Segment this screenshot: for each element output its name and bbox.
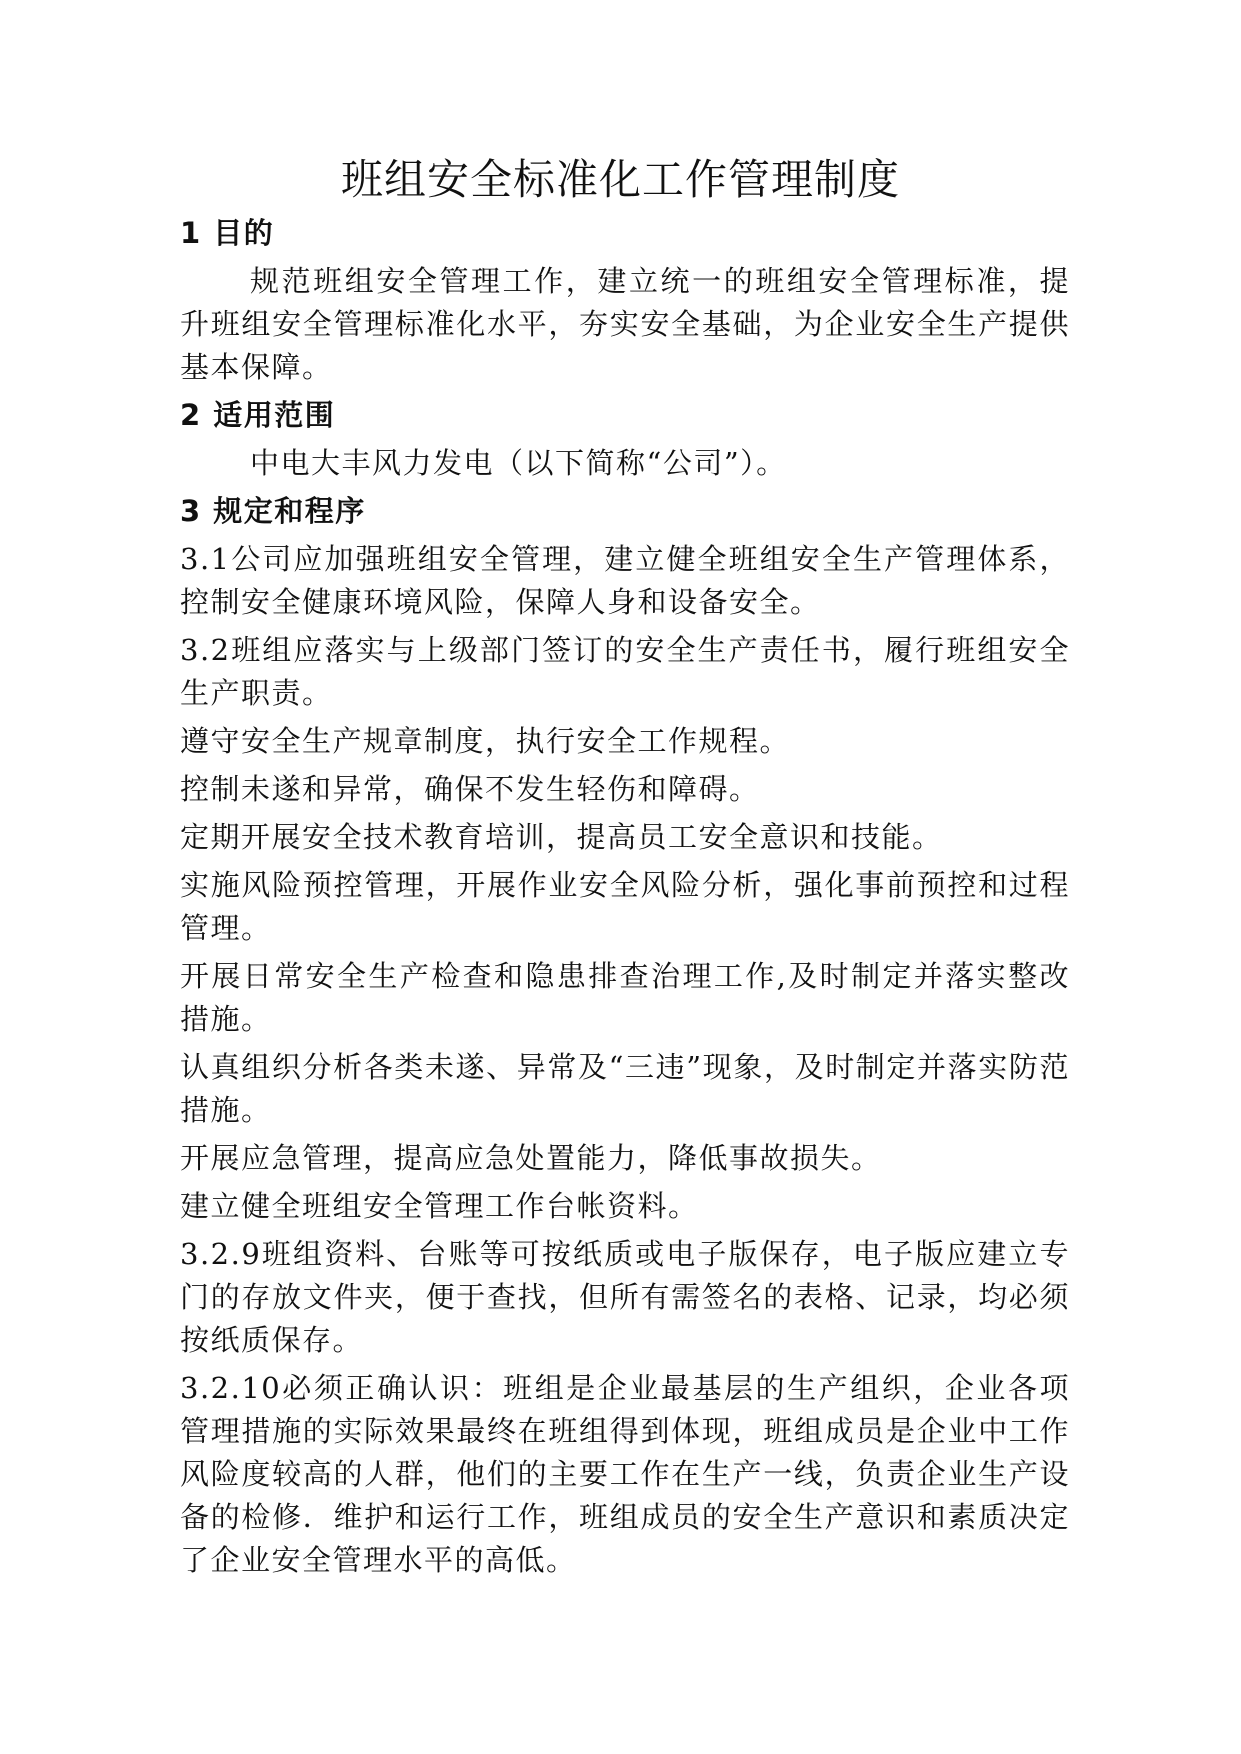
paragraph-3-1: 3.1公司应加强班组安全管理，建立健全班组安全生产管理体系，控制安全健康环境风险，保障人身和设备安全。: [180, 542, 1070, 619]
paragraph-3-2-10: 3.2.10必须正确认识：班组是企业最基层的生产组织，企业各项管理措施的实际效果最终在班组得到体现，班组成员是企业中工作风险度较高的人群，他们的主要工作在生产一线，负责企业生产设备的检修．维护和运行工作，班组成员的安全生产意识和素质决定了企业安全管理水平的高低。: [180, 1371, 1070, 1577]
document-title: 班组安全标准化工作管理制度: [340, 155, 900, 204]
section-heading-procedures: 3 规定和程序: [180, 494, 366, 528]
paragraph-purpose: 规范班组安全管理工作，建立统一的班组安全管理标准，提升班组安全管理标准化水平，夯实安全基础，为企业安全生产提供基本保障。: [180, 264, 1070, 384]
paragraph-3-2-9: 3.2.9班组资料、台账等可按纸质或电子版保存，电子版应建立专门的存放文件夹，便于查找，但所有需签名的表格、记录，均必须按纸质保存。: [180, 1237, 1070, 1357]
paragraph-analysis: 认真组织分析各类未遂、异常及“三违”现象，及时制定并落实防范措施。: [180, 1050, 1070, 1127]
paragraph-risk-control: 实施风险预控管理，开展作业安全风险分析，强化事前预控和过程管理。: [180, 868, 1070, 945]
section-heading-purpose: 1 目的: [180, 216, 275, 250]
paragraph-inspection: 开展日常安全生产检查和隐患排查治理工作,及时制定并落实整改措施。: [180, 959, 1070, 1036]
paragraph-incident-control: 控制未遂和异常，确保不发生轻伤和障碍。: [180, 772, 760, 806]
paragraph-training: 定期开展安全技术教育培训，提高员工安全意识和技能。: [180, 820, 943, 854]
paragraph-3-2: 3.2班组应落实与上级部门签订的安全生产责任书，履行班组安全生产职责。: [180, 633, 1070, 710]
paragraph-emergency: 开展应急管理，提高应急处置能力，降低事故损失。: [180, 1141, 882, 1175]
section-heading-scope: 2 适用范围: [180, 398, 336, 432]
paragraph-scope: 中电大丰风力发电（以下简称“公司”）。: [250, 446, 787, 480]
document-body: [180, 212, 1070, 1587]
paragraph-rule-compliance: 遵守安全生产规章制度，执行安全工作规程。: [180, 724, 791, 758]
paragraph-records: 建立健全班组安全管理工作台帐资料。: [180, 1189, 699, 1223]
